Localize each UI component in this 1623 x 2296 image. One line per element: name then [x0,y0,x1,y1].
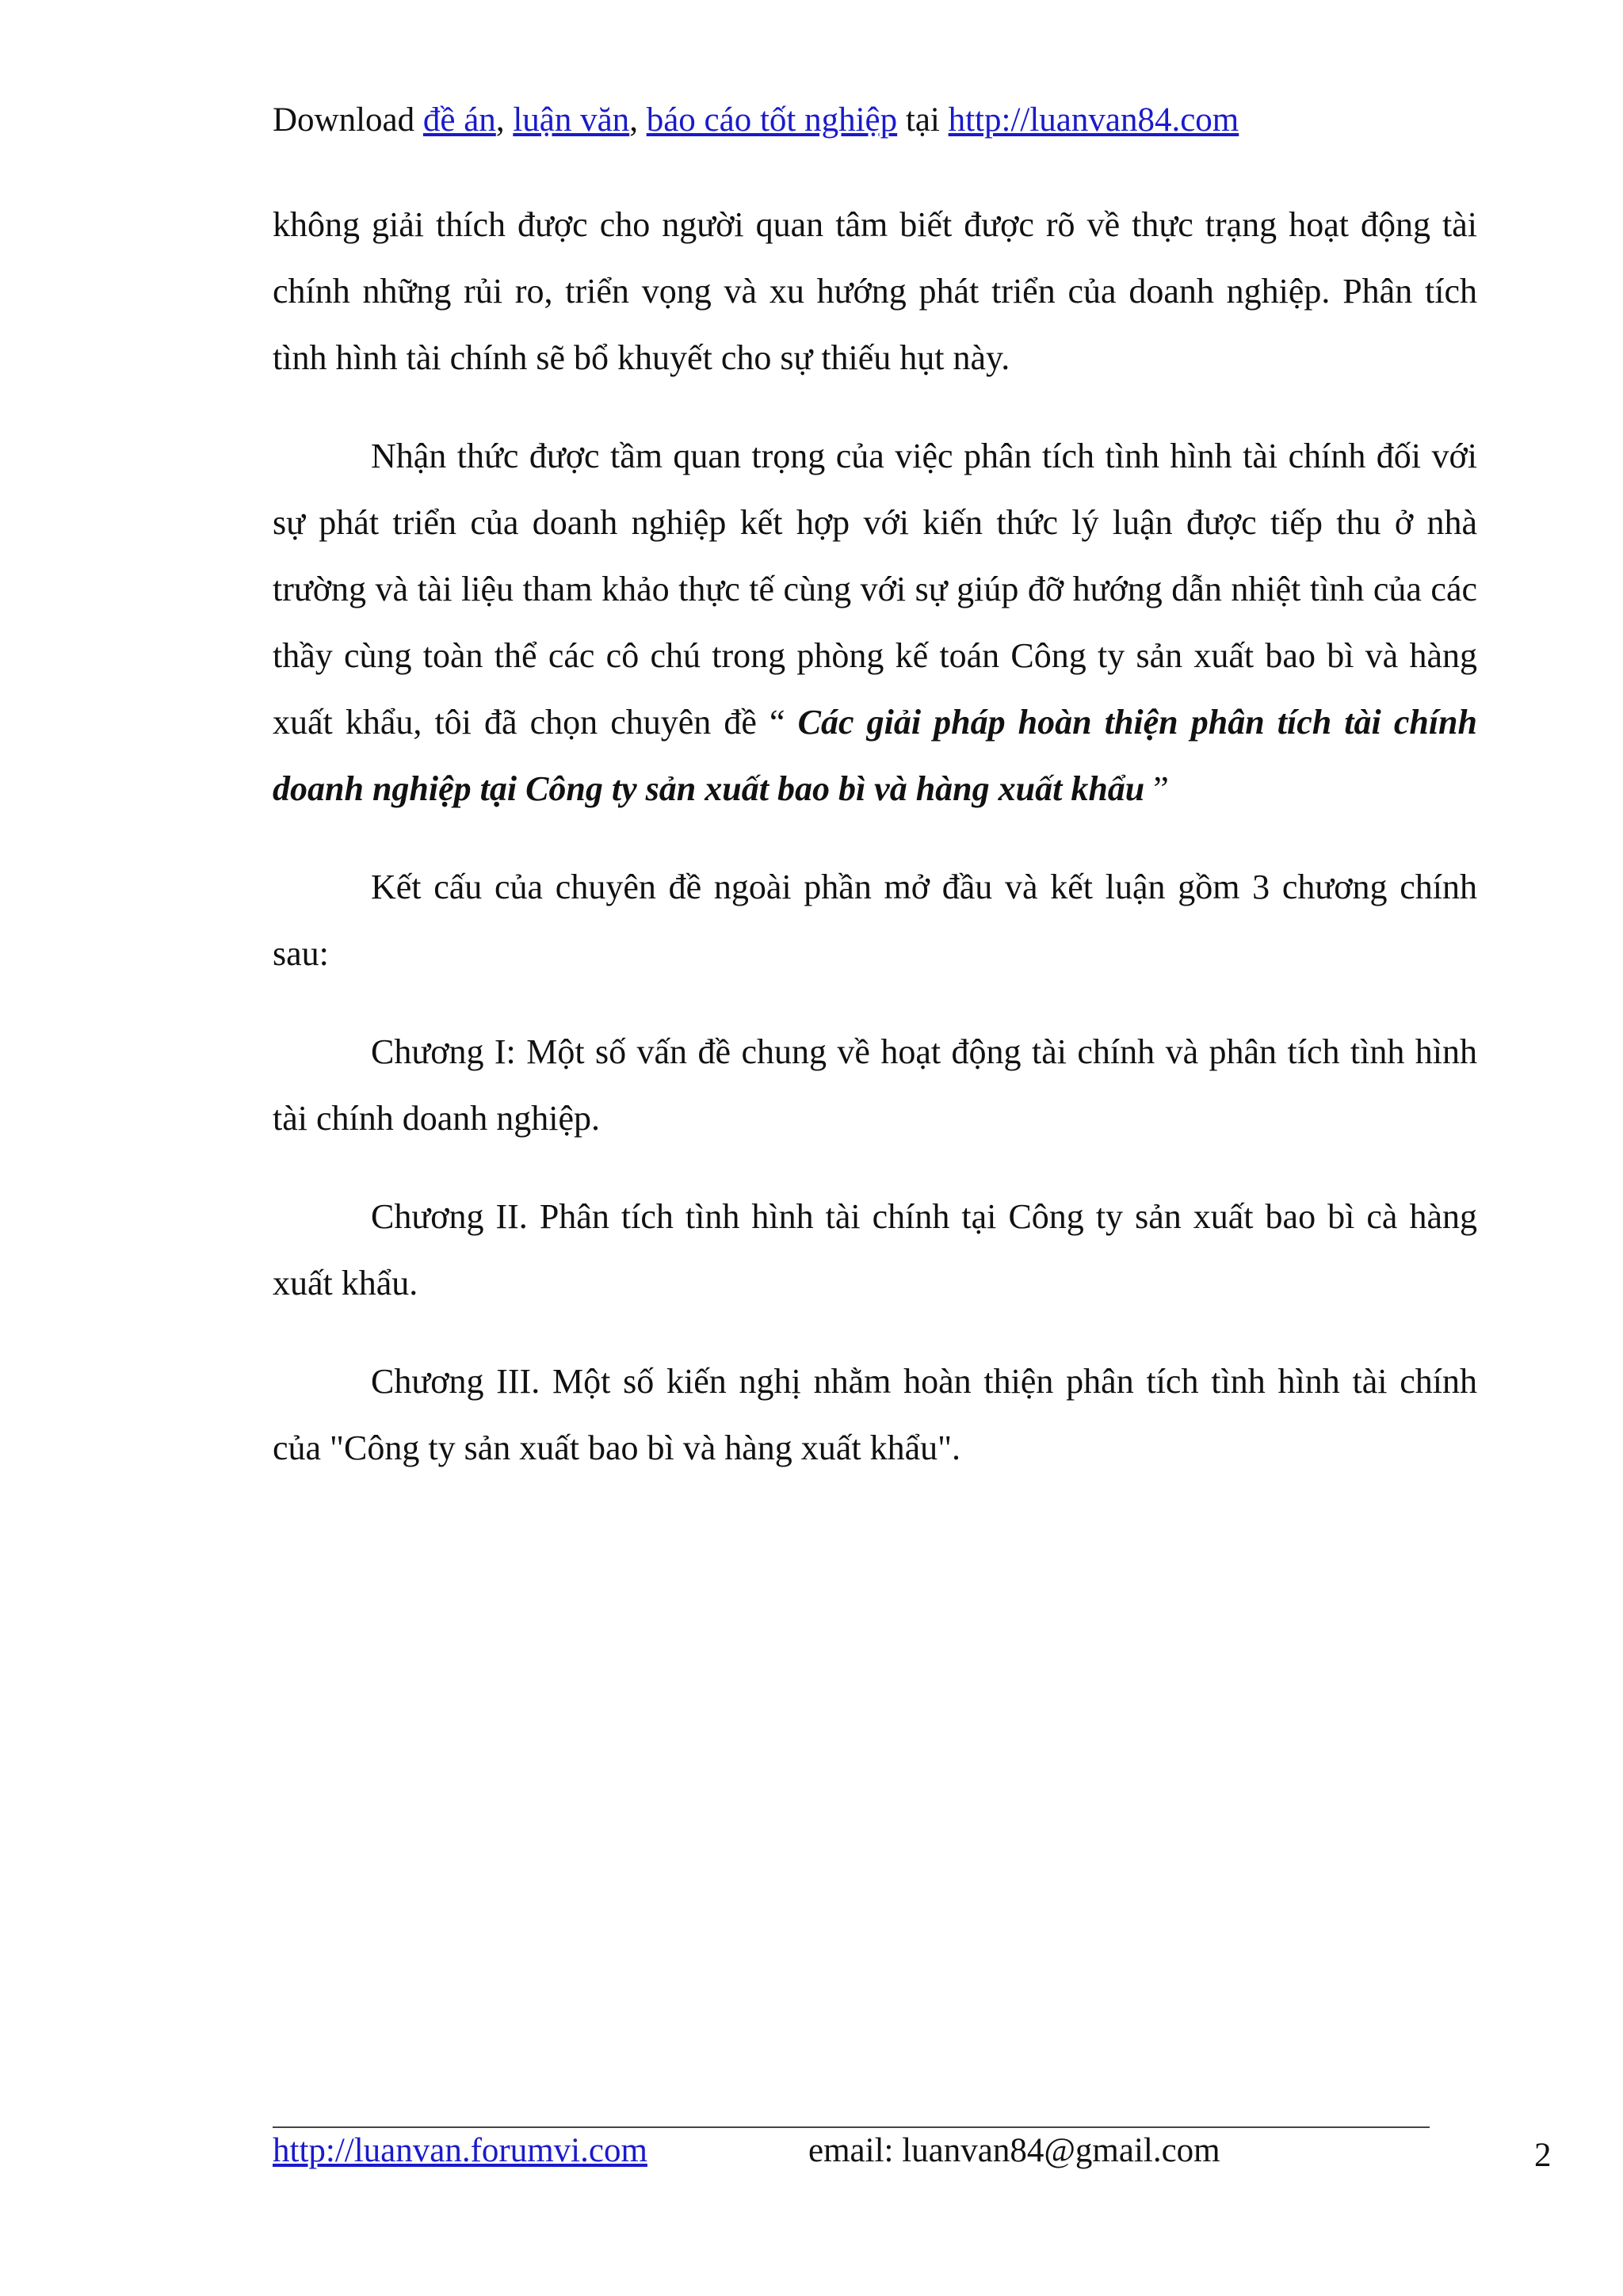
header-separator: , [629,101,647,139]
header-separator: , [495,101,514,139]
paragraph-intro-continuation: không giải thích được cho người quan tâm biết được rõ về thực trạng hoạt động tài chính những rủi ro, triển vọng và xu hướng phát triển của doanh nghiệp. Phân tích tình hình tài chính sẽ bổ khuyết cho sự thiếu hụt này. [273,205,1477,377]
footer-forum-link[interactable]: http://luanvan.forumvi.com [273,2132,647,2169]
download-header [273,100,1239,141]
footer-email: email: luanvan84@gmail.com [808,2132,1220,2169]
link-luan-van[interactable]: luận văn [513,101,630,139]
paragraph-chapter-1: Chương I: Một số vấn đề chung về hoạt động tài chính và phân tích tình hình tài chính doanh nghiệp. [273,1032,1477,1138]
footer-divider [273,2126,1430,2128]
paragraph-chapter-2: Chương II. Phân tích tình hình tài chính tại Công ty sản xuất bao bì cà hàng xuất khẩu. [273,1197,1477,1302]
paragraph-topic-choice [273,423,1477,822]
download-prefix: Download [273,101,423,139]
topic-choice-text: Nhận thức được tầm quan trọng của việc phân tích tình hình tài chính đối với sự phát triển của doanh nghiệp kết hợp với kiến thức lý luận được tiếp thu ở nhà trường và tài liệu tham khảo thực tế cùng với sự giúp đỡ hướng dẫn nhiệt tình của các thầy cùng toàn thể các cô chú trong phòng kế toán Công ty sản xuất bao bì và hàng xuất khẩu, tôi đã chọn chuyên đề “ [273,437,1477,742]
link-bao-cao-tot-nghiep[interactable]: báo cáo tốt nghiệp [646,101,898,139]
thesis-title: Các giải pháp hoàn thiện phân tích tài chính doanh nghiệp tại Công ty sản xuất bao bì và hàng xuất khẩu [273,703,1477,808]
link-de-an[interactable]: đề án [422,101,496,139]
link-luanvan84[interactable]: http://luanvan84.com [948,101,1239,139]
document-body [273,192,1477,1513]
paragraph-chapter-3: Chương III. Một số kiến nghị nhằm hoàn thiện phân tích tình hình tài chính của "Công ty sản xuất bao bì và hàng xuất khẩu". [273,1362,1477,1467]
header-tai-text: tại [897,101,949,139]
paragraph-structure: Kết cấu của chuyên đề ngoài phần mở đầu và kết luận gồm 3 chương chính sau: [273,868,1477,973]
closing-quote: ” [1144,769,1169,808]
page-number: 2 [1534,2137,1552,2174]
